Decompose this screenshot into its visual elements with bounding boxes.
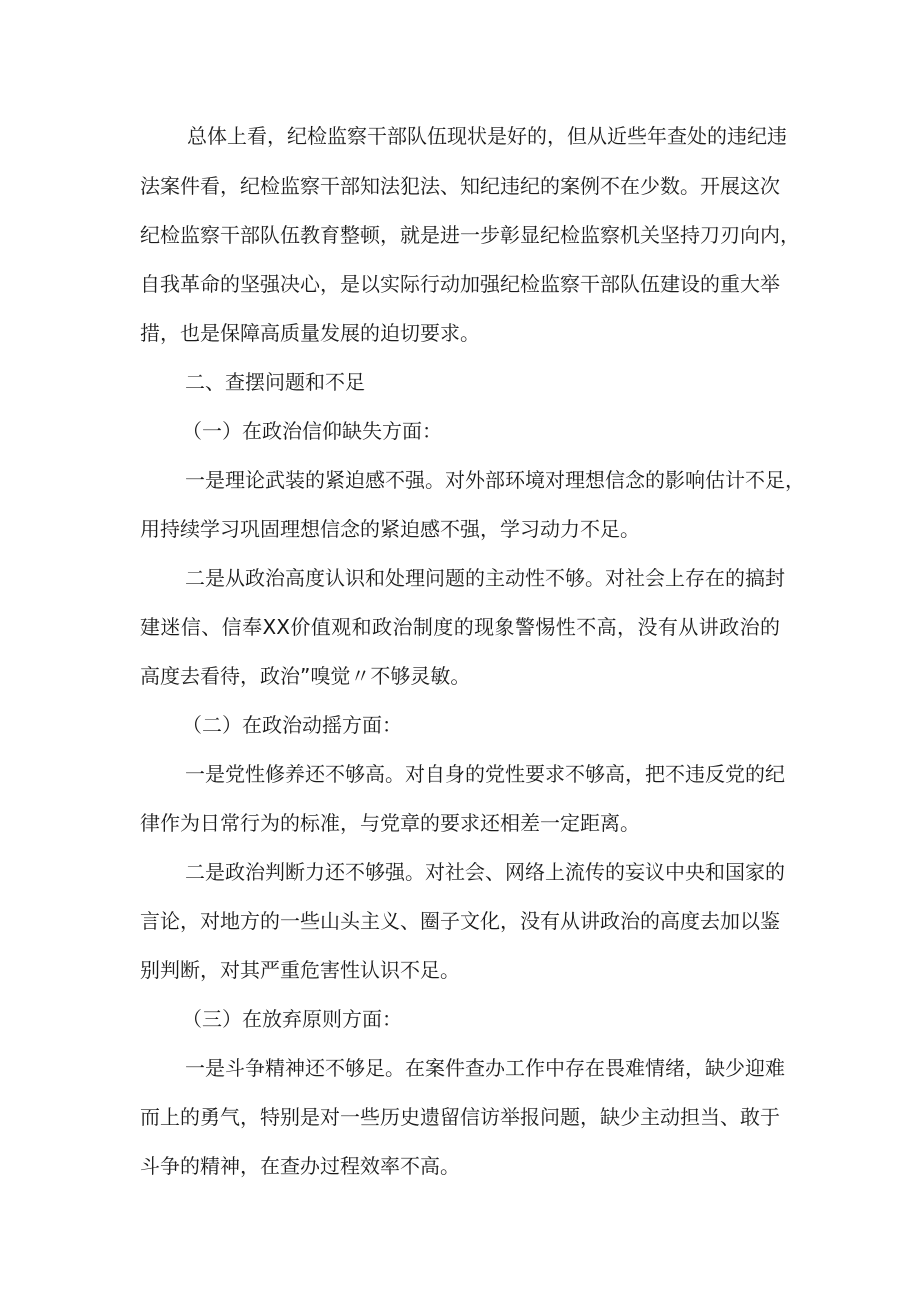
paragraph-line: 别判断，对其严重危害性认识不足。 bbox=[140, 958, 460, 982]
paragraph-line: 二是从政治高度认识和处理问题的主动性不够。对社会上存在的搞封 bbox=[185, 566, 785, 590]
paragraph-line: 言论，对地方的一些山头主义、圈子文化，没有从讲政治的高度去加以鉴 bbox=[140, 909, 780, 933]
paragraph-line: 一是党性修养还不够高。对自身的党性要求不够高，把不违反党的纪 bbox=[185, 762, 785, 786]
subsection-heading: （一）在政治信仰缺失方面： bbox=[182, 419, 442, 443]
subsection-heading: （三）在放弃原则方面： bbox=[182, 1007, 402, 1031]
paragraph-line: 一是斗争精神还不够足。在案件查办工作中存在畏难情绪，缺少迎难 bbox=[185, 1056, 785, 1080]
paragraph-line: 而上的勇气，特别是对一些历史遗留信访举报问题，缺少主动担当、敢于 bbox=[140, 1105, 780, 1129]
paragraph-line: 律作为日常行为的标准，与党章的要求还相差一定距离。 bbox=[140, 811, 640, 835]
paragraph-line: 自我革命的坚强决心，是以实际行动加强纪检监察干部队伍建设的重大举 bbox=[140, 272, 780, 296]
paragraph-line: 法案件看，纪检监察干部知法犯法、知纪违纪的案例不在少数。开展这次 bbox=[140, 174, 780, 198]
paragraph-line: 建迷信、信奉XX价值观和政治制度的现象警惕性不高，没有从讲政治的 bbox=[140, 615, 780, 639]
paragraph-line: 用持续学习巩固理想信念的紧迫感不强，学习动力不足。 bbox=[140, 517, 640, 541]
paragraph-line: 斗争的精神，在查办过程效率不高。 bbox=[140, 1154, 460, 1178]
paragraph-line: 二是政治判断力还不够强。对社会、网络上流传的妄议中央和国家的 bbox=[185, 860, 785, 884]
section-heading: 二、查摆问题和不足 bbox=[185, 370, 365, 394]
subsection-heading: （二）在政治动摇方面： bbox=[182, 713, 402, 737]
paragraph-line: 一是理论武装的紧迫感不强。对外部环境对理想信念的影响估计不足， bbox=[185, 468, 805, 492]
paragraph-line: 总体上看，纪检监察干部队伍现状是好的，但从近些年查处的违纪违 bbox=[187, 124, 787, 148]
paragraph-line: 措，也是保障高质量发展的迫切要求。 bbox=[140, 321, 480, 345]
paragraph-line: 纪检监察干部队伍教育整顿，就是进一步彰显纪检监察机关坚持刀刃向内， bbox=[140, 223, 800, 247]
paragraph-line: 高度去看待，政治”嗅觉〃不够灵敏。 bbox=[140, 664, 471, 688]
